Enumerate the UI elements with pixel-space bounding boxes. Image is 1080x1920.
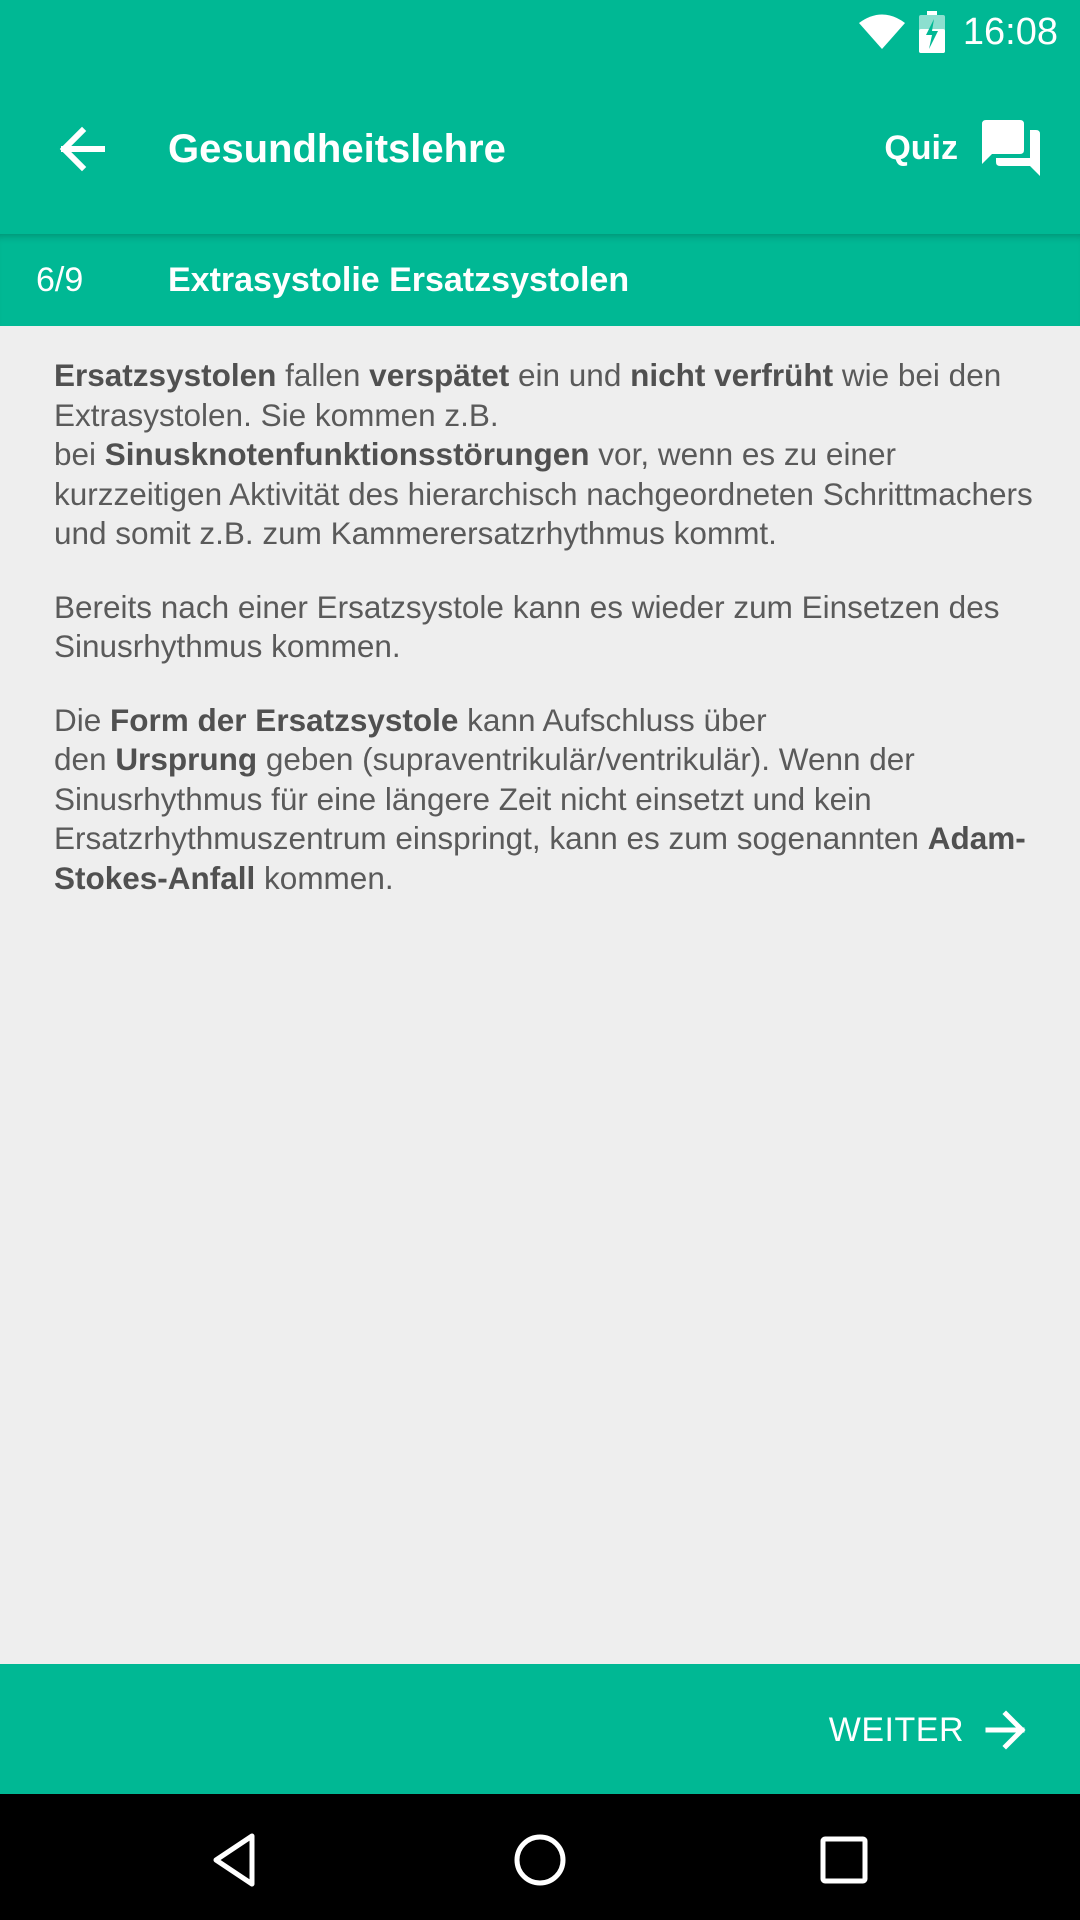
nav-back-button[interactable]: [208, 1832, 264, 1888]
text-run: wie bei den Extrasystolen. Sie kommen z.B.: [54, 357, 1002, 433]
nav-home-button[interactable]: [512, 1832, 568, 1888]
page-title: Gesundheitslehre: [168, 127, 506, 171]
progress-counter: 6/9: [36, 261, 84, 299]
section-header: [0, 234, 1080, 326]
next-label: WEITER: [828, 1710, 964, 1749]
article-content: [54, 356, 1044, 932]
system-nav-bar: [0, 1794, 1080, 1920]
chat-bubbles-icon: [982, 120, 1040, 176]
text-run: fallen: [276, 357, 370, 393]
nav-home-icon: [512, 1832, 568, 1888]
arrow-right-icon: [984, 1707, 1030, 1753]
section-title: Extrasystolie Ersatzsystolen: [168, 261, 630, 299]
status-icons: [859, 0, 1058, 64]
paragraph-2: Bereits nach einer Ersatzsystole kann es wieder zum Einsetzen des Sinusrhythmus kommen.: [54, 588, 1000, 664]
text-run: kommen.: [255, 859, 394, 896]
paragraph-1: [54, 356, 1044, 554]
nav-recents-button[interactable]: [816, 1832, 872, 1888]
nav-back-icon: [208, 1832, 264, 1888]
bold-term: verspätet: [369, 357, 510, 393]
bold-term: Ursprung: [115, 741, 258, 777]
app-bar: [0, 64, 1080, 234]
bottom-bar: [0, 1664, 1080, 1794]
arrow-left-icon: [54, 119, 114, 179]
back-button[interactable]: [54, 119, 114, 179]
bold-term: Ersatzsystolen: [54, 357, 277, 393]
text-run: den: [54, 741, 116, 777]
bold-term: Form der Ersatzsystole: [110, 701, 459, 738]
quiz-button[interactable]: [884, 112, 1040, 184]
text-run: bei: [54, 436, 105, 472]
text-run: kann Aufschluss über: [458, 701, 767, 738]
bold-term: Adam-Stokes-Anfall: [54, 820, 1026, 896]
bold-term: nicht verfrüht: [630, 357, 834, 393]
wifi-icon: [859, 14, 905, 50]
text-run: Die: [54, 701, 111, 738]
text-run: geben (supraventrikulär/ventrikulär). Wenn der Sinusrhythmus für eine längere Zeit nicht einsetzt und kein Ersatzrhythmuszentrum einspringt, kann es zum sogenannten: [54, 741, 928, 856]
status-bar: [0, 0, 1080, 64]
text-run: vor, wenn es zu einer kurzzeitigen Aktivität des hierarchisch nachgeordneten Schrittmachers und somit z.B. zum Kammerersatzrhythmus kommt.: [54, 436, 1033, 551]
nav-recents-icon: [816, 1832, 872, 1888]
bold-term: Sinusknotenfunktionsstörungen: [104, 436, 590, 472]
text-run: ein und: [509, 357, 631, 393]
paragraph-3: [54, 701, 1044, 899]
battery-charging-icon: [919, 11, 945, 53]
next-button[interactable]: [829, 1704, 1030, 1756]
quiz-label: Quiz: [884, 128, 958, 167]
status-time: 16:08: [962, 10, 1058, 53]
